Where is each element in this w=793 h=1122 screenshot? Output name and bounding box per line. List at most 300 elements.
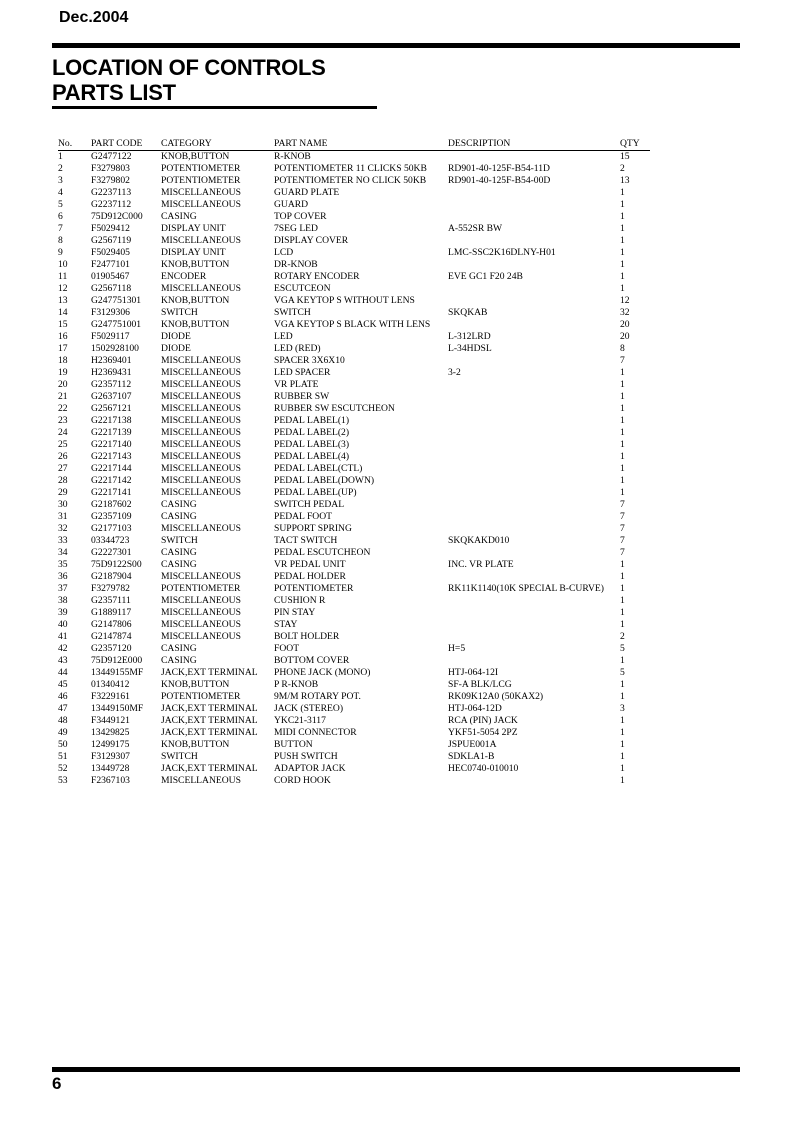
cell-part-name: CUSHION R: [274, 595, 326, 606]
cell-part-code: F3129306: [91, 307, 130, 318]
cell-qty: 1: [620, 259, 625, 270]
cell-no: 27: [58, 463, 68, 474]
table-row: [58, 451, 650, 463]
cell-part-code: G2477122: [91, 151, 132, 162]
table-row: [58, 727, 650, 739]
cell-no: 16: [58, 331, 68, 342]
cell-part-name: ROTARY ENCODER: [274, 271, 360, 282]
cell-category: MISCELLANEOUS: [161, 595, 241, 606]
cell-description: [448, 475, 620, 487]
cell-part-name: BOTTOM COVER: [274, 655, 350, 666]
cell-part-name: PEDAL LABEL(CTL): [274, 463, 363, 474]
cell-part-code: G2217141: [91, 487, 132, 498]
cell-description: [448, 487, 620, 499]
table-row: [58, 559, 650, 571]
cell-qty: 32: [620, 307, 630, 318]
cell-no: 17: [58, 343, 68, 354]
table-row: [58, 247, 650, 259]
cell-description: L-34HDSL: [448, 343, 492, 354]
cell-part-code: 1502928100: [91, 343, 139, 354]
cell-description: A-552SR BW: [448, 223, 503, 234]
column-header-no: No.: [58, 138, 91, 151]
cell-qty: 20: [620, 331, 630, 342]
cell-no: 40: [58, 619, 68, 630]
cell-part-name: PIN STAY: [274, 607, 316, 618]
table-row: [58, 775, 650, 787]
cell-part-name: TACT SWITCH: [274, 535, 338, 546]
cell-description: EVE GC1 F20 24B: [448, 271, 523, 282]
cell-no: 21: [58, 391, 68, 402]
header-row: [58, 138, 650, 151]
cell-no: 9: [58, 247, 63, 258]
cell-description: [448, 199, 620, 211]
cell-qty: 13: [620, 175, 630, 186]
cell-category: MISCELLANEOUS: [161, 427, 241, 438]
cell-qty: 1: [620, 583, 625, 594]
cell-part-code: F5029117: [91, 331, 130, 342]
cell-description: [448, 631, 620, 643]
cell-part-name: POTENTIOMETER 11 CLICKS 50KB: [274, 163, 427, 174]
cell-no: 44: [58, 667, 68, 678]
cell-part-code: G2567119: [91, 235, 132, 246]
cell-description: L-312LRD: [448, 331, 491, 342]
cell-category: POTENTIOMETER: [161, 175, 241, 186]
cell-no: 14: [58, 307, 68, 318]
cell-part-name: LCD: [274, 247, 294, 258]
cell-part-code: G247751001: [91, 319, 142, 330]
cell-no: 50: [58, 739, 68, 750]
cell-description: [448, 379, 620, 391]
cell-description: [448, 775, 620, 787]
cell-category: ENCODER: [161, 271, 207, 282]
table-row: [58, 259, 650, 271]
cell-category: KNOB,BUTTON: [161, 739, 230, 750]
cell-no: 1: [58, 151, 63, 162]
cell-qty: 1: [620, 487, 625, 498]
cell-no: 33: [58, 535, 68, 546]
cell-description: YKF51-5054 2PZ: [448, 727, 518, 738]
cell-category: SWITCH: [161, 751, 198, 762]
cell-part-name: PEDAL ESCUTCHEON: [274, 547, 371, 558]
cell-category: MISCELLANEOUS: [161, 367, 241, 378]
cell-qty: 1: [620, 283, 625, 294]
cell-qty: 1: [620, 463, 625, 474]
cell-qty: 1: [620, 691, 625, 702]
table-row: [58, 427, 650, 439]
cell-qty: 1: [620, 199, 625, 210]
cell-part-name: 9M/M ROTARY POT.: [274, 691, 361, 702]
cell-part-name: SPACER 3X6X10: [274, 355, 345, 366]
table-row: [58, 271, 650, 283]
cell-no: 12: [58, 283, 68, 294]
cell-description: LMC-SSC2K16DLNY-H01: [448, 247, 556, 258]
cell-qty: 1: [620, 715, 625, 726]
cell-no: 25: [58, 439, 68, 450]
cell-qty: 8: [620, 343, 625, 354]
cell-description: [448, 499, 620, 511]
bottom-rule: [52, 1067, 740, 1072]
cell-part-name: STAY: [274, 619, 298, 630]
table-row: [58, 187, 650, 199]
cell-description: [448, 403, 620, 415]
table-row: [58, 715, 650, 727]
cell-description: [448, 655, 620, 667]
page-title-line-2: PARTS LIST: [52, 80, 176, 105]
table-row: [58, 211, 650, 223]
table-row: [58, 535, 650, 547]
cell-part-code: G2217144: [91, 463, 132, 474]
cell-category: DIODE: [161, 331, 191, 342]
cell-part-code: F5029405: [91, 247, 130, 258]
cell-part-code: G2187602: [91, 499, 132, 510]
cell-qty: 1: [620, 367, 625, 378]
cell-qty: 1: [620, 211, 625, 222]
cell-description: RD901-40-125F-B54-00D: [448, 175, 551, 186]
cell-part-code: G2177103: [91, 523, 132, 534]
cell-qty: 7: [620, 511, 625, 522]
cell-qty: 1: [620, 679, 625, 690]
cell-category: KNOB,BUTTON: [161, 151, 230, 162]
cell-description: [448, 607, 620, 619]
cell-part-name: PEDAL FOOT: [274, 511, 333, 522]
cell-part-name: POTENTIOMETER: [274, 583, 354, 594]
table-row: [58, 199, 650, 211]
cell-description: RK11K1140(10K SPECIAL B-CURVE): [448, 583, 604, 594]
cell-no: 39: [58, 607, 68, 618]
top-rule: [52, 43, 740, 48]
table-row: [58, 571, 650, 583]
table-row: [58, 703, 650, 715]
parts-table: [58, 138, 650, 787]
cell-part-code: G247751301: [91, 295, 142, 306]
cell-description: [448, 463, 620, 475]
cell-description: [448, 391, 620, 403]
cell-no: 41: [58, 631, 68, 642]
cell-no: 35: [58, 559, 68, 570]
cell-qty: 1: [620, 655, 625, 666]
table-row: [58, 475, 650, 487]
cell-part-code: F2367103: [91, 775, 130, 786]
cell-category: SWITCH: [161, 535, 198, 546]
cell-part-name: TOP COVER: [274, 211, 327, 222]
cell-part-name: PEDAL LABEL(1): [274, 415, 350, 426]
page-title: [52, 55, 325, 105]
cell-part-name: YKC21-3117: [274, 715, 326, 726]
table-row: [58, 379, 650, 391]
table-row: [58, 355, 650, 367]
cell-part-name: CORD HOOK: [274, 775, 331, 786]
cell-description: [448, 523, 620, 535]
cell-no: 31: [58, 511, 68, 522]
cell-category: POTENTIOMETER: [161, 583, 241, 594]
cell-qty: 1: [620, 271, 625, 282]
cell-part-code: 01905467: [91, 271, 130, 282]
cell-description: [448, 295, 620, 307]
cell-part-code: H2369401: [91, 355, 132, 366]
cell-qty: 1: [620, 619, 625, 630]
cell-qty: 1: [620, 403, 625, 414]
cell-part-code: G2567118: [91, 283, 132, 294]
cell-description: SF-A BLK/LCG: [448, 679, 512, 690]
cell-category: DIODE: [161, 343, 191, 354]
cell-part-code: G2217143: [91, 451, 132, 462]
column-header-part-name: PART NAME: [274, 138, 448, 151]
cell-category: POTENTIOMETER: [161, 691, 241, 702]
cell-qty: 1: [620, 415, 625, 426]
cell-qty: 1: [620, 427, 625, 438]
table-row: [58, 655, 650, 667]
cell-qty: 7: [620, 523, 625, 534]
cell-description: SDKLA1-B: [448, 751, 495, 762]
cell-part-code: 12499175: [91, 739, 130, 750]
cell-part-name: GUARD PLATE: [274, 187, 340, 198]
table-row: [58, 331, 650, 343]
cell-part-name: VR PLATE: [274, 379, 319, 390]
cell-part-code: G2187904: [91, 571, 132, 582]
cell-description: [448, 439, 620, 451]
cell-part-name: RUBBER SW ESCUTCHEON: [274, 403, 395, 414]
table-row: [58, 235, 650, 247]
parts-table-header: [58, 138, 650, 151]
cell-qty: 7: [620, 499, 625, 510]
table-row: [58, 439, 650, 451]
cell-qty: 7: [620, 535, 625, 546]
cell-description: [448, 619, 620, 631]
cell-category: KNOB,BUTTON: [161, 679, 230, 690]
table-row: [58, 415, 650, 427]
cell-no: 52: [58, 763, 68, 774]
cell-category: MISCELLANEOUS: [161, 187, 241, 198]
cell-part-code: G2237113: [91, 187, 132, 198]
table-row: [58, 511, 650, 523]
cell-category: JACK,EXT TERMINAL: [161, 667, 258, 678]
cell-part-code: 13449150MF: [91, 703, 144, 714]
cell-category: MISCELLANEOUS: [161, 775, 241, 786]
cell-description: SKQKAB: [448, 307, 488, 318]
cell-no: 15: [58, 319, 68, 330]
cell-no: 49: [58, 727, 68, 738]
cell-description: RK09K12A0 (50KAX2): [448, 691, 544, 702]
table-row: [58, 763, 650, 775]
cell-no: 13: [58, 295, 68, 306]
cell-qty: 20: [620, 319, 630, 330]
cell-part-code: F5029412: [91, 223, 130, 234]
cell-part-code: G1889117: [91, 607, 132, 618]
cell-qty: 7: [620, 547, 625, 558]
table-row: [58, 667, 650, 679]
cell-category: CASING: [161, 511, 197, 522]
cell-no: 24: [58, 427, 68, 438]
cell-part-name: 7SEG LED: [274, 223, 318, 234]
cell-no: 38: [58, 595, 68, 606]
cell-category: JACK,EXT TERMINAL: [161, 763, 258, 774]
cell-part-code: G2357111: [91, 595, 131, 606]
cell-part-name: VGA KEYTOP S WITHOUT LENS: [274, 295, 415, 306]
table-row: [58, 595, 650, 607]
table-row: [58, 151, 650, 164]
cell-no: 42: [58, 643, 68, 654]
cell-category: MISCELLANEOUS: [161, 451, 241, 462]
cell-part-name: GUARD: [274, 199, 309, 210]
cell-category: CASING: [161, 559, 197, 570]
cell-category: MISCELLANEOUS: [161, 607, 241, 618]
cell-no: 45: [58, 679, 68, 690]
cell-category: MISCELLANEOUS: [161, 283, 241, 294]
table-row: [58, 319, 650, 331]
cell-qty: 1: [620, 571, 625, 582]
cell-description: [448, 151, 620, 164]
cell-part-code: G2227301: [91, 547, 132, 558]
cell-description: [448, 451, 620, 463]
cell-part-name: LED (RED): [274, 343, 321, 354]
cell-category: DISPLAY UNIT: [161, 223, 226, 234]
cell-qty: 1: [620, 391, 625, 402]
cell-description: [448, 259, 620, 271]
cell-part-code: G2217142: [91, 475, 132, 486]
cell-description: H=5: [448, 643, 466, 654]
cell-qty: 1: [620, 379, 625, 390]
cell-part-name: MIDI CONNECTOR: [274, 727, 357, 738]
table-row: [58, 499, 650, 511]
cell-part-code: 75D912C000: [91, 211, 143, 222]
cell-part-name: ADAPTOR JACK: [274, 763, 346, 774]
table-row: [58, 619, 650, 631]
cell-description: [448, 427, 620, 439]
cell-part-name: VGA KEYTOP S BLACK WITH LENS: [274, 319, 431, 330]
cell-qty: 7: [620, 355, 625, 366]
header-date: Dec.2004: [59, 9, 129, 26]
cell-category: CASING: [161, 211, 197, 222]
cell-category: POTENTIOMETER: [161, 163, 241, 174]
cell-part-code: G2217139: [91, 427, 132, 438]
table-row: [58, 631, 650, 643]
cell-description: 3-2: [448, 367, 461, 378]
table-row: [58, 403, 650, 415]
cell-category: MISCELLANEOUS: [161, 619, 241, 630]
cell-qty: 1: [620, 235, 625, 246]
cell-part-code: 13449155MF: [91, 667, 144, 678]
cell-category: CASING: [161, 655, 197, 666]
cell-part-name: PEDAL LABEL(DOWN): [274, 475, 375, 486]
cell-no: 18: [58, 355, 68, 366]
cell-qty: 3: [620, 703, 625, 714]
cell-description: RD901-40-125F-B54-11D: [448, 163, 550, 174]
cell-qty: 1: [620, 475, 625, 486]
cell-part-code: G2357112: [91, 379, 132, 390]
cell-part-code: G2147874: [91, 631, 132, 642]
cell-category: CASING: [161, 547, 197, 558]
cell-part-code: F3449121: [91, 715, 130, 726]
cell-qty: 12: [620, 295, 630, 306]
cell-qty: 1: [620, 775, 625, 786]
cell-qty: 1: [620, 607, 625, 618]
cell-no: 30: [58, 499, 68, 510]
column-header-category: CATEGORY: [161, 138, 274, 151]
cell-part-code: G2357109: [91, 511, 132, 522]
cell-part-code: G2237112: [91, 199, 132, 210]
cell-description: [448, 595, 620, 607]
table-row: [58, 739, 650, 751]
cell-part-name: P R-KNOB: [274, 679, 319, 690]
table-row: [58, 643, 650, 655]
cell-part-name: PEDAL HOLDER: [274, 571, 346, 582]
cell-category: KNOB,BUTTON: [161, 259, 230, 270]
cell-category: MISCELLANEOUS: [161, 391, 241, 402]
cell-category: MISCELLANEOUS: [161, 199, 241, 210]
cell-category: MISCELLANEOUS: [161, 631, 241, 642]
cell-part-name: PHONE JACK (MONO): [274, 667, 371, 678]
cell-description: HTJ-064-12D: [448, 703, 502, 714]
cell-part-code: F2477101: [91, 259, 130, 270]
cell-part-code: F3279802: [91, 175, 130, 186]
cell-part-name: PEDAL LABEL(4): [274, 451, 350, 462]
table-row: [58, 523, 650, 535]
cell-no: 28: [58, 475, 68, 486]
cell-part-name: LED SPACER: [274, 367, 331, 378]
cell-part-code: 13429825: [91, 727, 130, 738]
cell-part-code: F3129307: [91, 751, 130, 762]
cell-no: 7: [58, 223, 63, 234]
cell-description: [448, 211, 620, 223]
cell-qty: 1: [620, 451, 625, 462]
cell-part-code: 01340412: [91, 679, 130, 690]
table-row: [58, 391, 650, 403]
table-row: [58, 583, 650, 595]
cell-qty: 1: [620, 751, 625, 762]
cell-description: [448, 511, 620, 523]
cell-part-name: BUTTON: [274, 739, 313, 750]
cell-no: 11: [58, 271, 68, 282]
cell-part-name: LED: [274, 331, 293, 342]
cell-qty: 1: [620, 187, 625, 198]
cell-part-name: JACK (STEREO): [274, 703, 344, 714]
cell-qty: 1: [620, 223, 625, 234]
cell-category: MISCELLANEOUS: [161, 235, 241, 246]
column-header-qty: QTY: [620, 138, 650, 151]
cell-part-code: G2637107: [91, 391, 132, 402]
cell-no: 43: [58, 655, 68, 666]
cell-category: MISCELLANEOUS: [161, 415, 241, 426]
cell-no: 20: [58, 379, 68, 390]
cell-no: 46: [58, 691, 68, 702]
cell-part-code: 75D9122S00: [91, 559, 142, 570]
cell-description: [448, 283, 620, 295]
cell-part-code: F3279782: [91, 583, 130, 594]
table-row: [58, 547, 650, 559]
cell-category: MISCELLANEOUS: [161, 439, 241, 450]
cell-no: 36: [58, 571, 68, 582]
cell-qty: 1: [620, 559, 625, 570]
table-row: [58, 163, 650, 175]
parts-table-body: [58, 151, 650, 788]
cell-no: 19: [58, 367, 68, 378]
cell-part-code: F3279803: [91, 163, 130, 174]
cell-qty: 1: [620, 739, 625, 750]
cell-no: 32: [58, 523, 68, 534]
cell-category: MISCELLANEOUS: [161, 463, 241, 474]
cell-part-name: PEDAL LABEL(UP): [274, 487, 357, 498]
table-row: [58, 367, 650, 379]
cell-part-code: 03344723: [91, 535, 130, 546]
cell-category: MISCELLANEOUS: [161, 403, 241, 414]
cell-category: JACK,EXT TERMINAL: [161, 715, 258, 726]
cell-description: HEC0740-010010: [448, 763, 519, 774]
table-row: [58, 751, 650, 763]
cell-no: 34: [58, 547, 68, 558]
cell-part-name: PUSH SWITCH: [274, 751, 338, 762]
cell-category: MISCELLANEOUS: [161, 475, 241, 486]
cell-no: 6: [58, 211, 63, 222]
